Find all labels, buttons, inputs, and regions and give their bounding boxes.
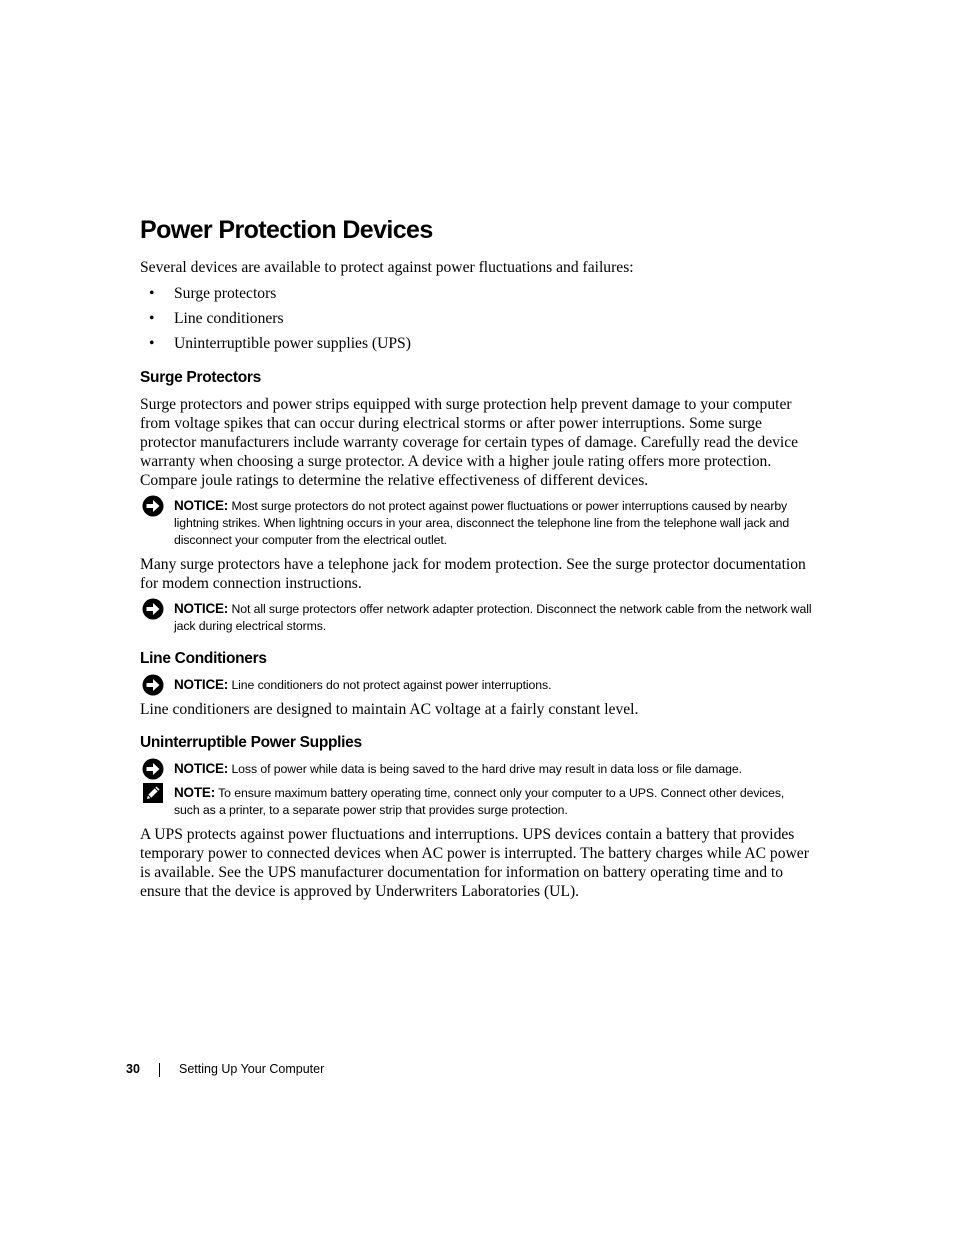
page-title: Power Protection Devices	[140, 216, 433, 244]
notice-box	[140, 600, 812, 635]
notice-arrow-icon	[142, 674, 164, 696]
bullet-glyph: •	[149, 285, 155, 302]
notice-box	[140, 497, 812, 549]
footer-section-title: Setting Up Your Computer	[179, 1062, 325, 1076]
list-item: • Surge protectors	[140, 281, 812, 306]
notice-box	[140, 760, 812, 778]
list-item: • Uninterruptible power supplies (UPS)	[140, 331, 812, 356]
notice-label: NOTICE:	[174, 601, 229, 616]
page-content	[140, 214, 812, 908]
notice-text: Loss of power while data is being saved to the hard drive may result in data loss or file damage.	[231, 762, 742, 776]
notice-label: NOTICE:	[174, 761, 229, 776]
notice-box	[140, 676, 812, 694]
section-heading-ups: Uninterruptible Power Supplies	[140, 734, 362, 751]
line-paragraph: Line conditioners are designed to maintain AC voltage at a fairly constant level.	[140, 701, 639, 718]
device-list	[140, 281, 812, 356]
notice-arrow-icon	[142, 495, 164, 517]
bullet-glyph: •	[149, 310, 155, 327]
bullet-glyph: •	[149, 335, 155, 352]
note-text: To ensure maximum battery operating time, connect only your computer to a UPS. Connect other devices, such as a printer, to a separate power strip that provides surge protection.	[174, 786, 785, 817]
footer-divider	[159, 1063, 160, 1077]
notice-arrow-icon	[142, 758, 164, 780]
page-number: 30	[126, 1062, 140, 1076]
surge-paragraph: Surge protectors and power strips equipped with surge protection help prevent damage to your computer from voltage spikes that can occur during electrical storms or after power interruptions. Some surge protector manufacturers include warranty coverage for certain types of damage. Carefully read the device warranty when choosing a surge protector. A device with a higher joule rating offers more protection. Compare joule ratings to determine the relative effectiveness of different devices.	[140, 396, 799, 489]
intro-text: Several devices are available to protect against power fluctuations and failures:	[140, 259, 634, 276]
notice-arrow-icon	[142, 598, 164, 620]
note-box	[140, 784, 812, 819]
section-heading-line: Line Conditioners	[140, 650, 267, 667]
notice-label: NOTICE:	[174, 677, 229, 692]
notice-text: Line conditioners do not protect against power interruptions.	[231, 678, 552, 692]
list-item: • Line conditioners	[140, 306, 812, 331]
note-pencil-icon	[142, 782, 164, 804]
ups-paragraph: A UPS protects against power fluctuations and interruptions. UPS devices contain a battery that provides temporary power to connected devices when AC power is interrupted. The battery charges while AC power is available. See the UPS manufacturer documentation for information on battery operating time and to ensure that the device is approved by Underwriters Laboratories (UL).	[140, 826, 809, 900]
section-heading-surge: Surge Protectors	[140, 369, 261, 386]
note-label: NOTE:	[174, 785, 215, 800]
notice-text: Not all surge protectors offer network adapter protection. Disconnect the network cable from the network wall jack during electrical storms.	[174, 602, 812, 633]
surge-paragraph-2: Many surge protectors have a telephone jack for modem protection. See the surge protector documentation for modem connection instructions.	[140, 556, 806, 592]
notice-label: NOTICE:	[174, 498, 229, 513]
notice-text: Most surge protectors do not protect against power fluctuations or power interruptions caused by nearby lightning strikes. When lightning occurs in your area, disconnect the telephone line from the telephone wall jack and disconnect your computer from the electrical outlet.	[174, 499, 790, 547]
